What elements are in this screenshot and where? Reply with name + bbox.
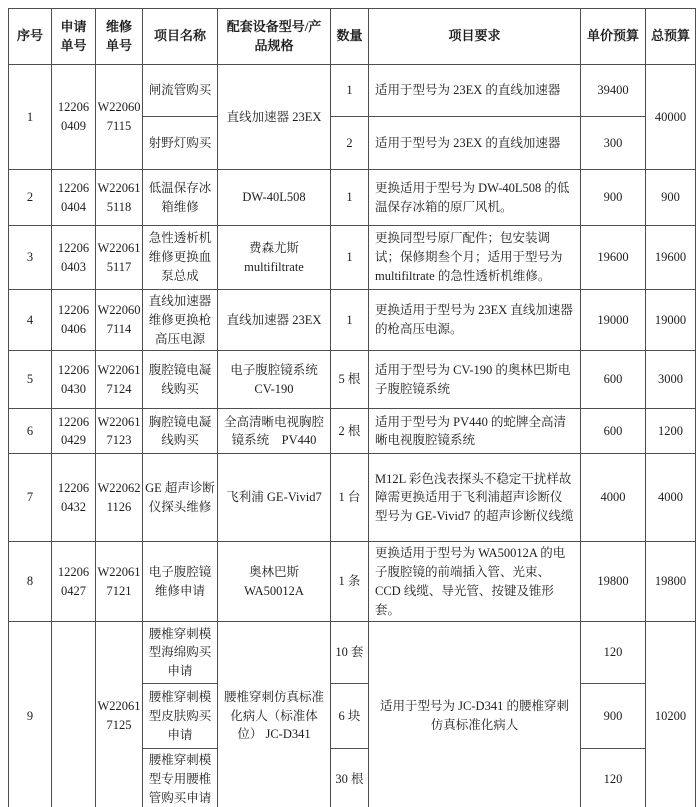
- cell-unit-price: 900: [581, 684, 646, 749]
- table-row: [9, 226, 696, 290]
- cell-total: 4000: [646, 454, 696, 542]
- cell-qty: 1: [331, 226, 369, 290]
- col-header-device-spec: 配套设备型号/产品规格: [218, 9, 331, 65]
- cell-qty: 10 套: [331, 622, 369, 684]
- cell-total: 3000: [646, 351, 696, 409]
- cell-qty: 1 台: [331, 454, 369, 542]
- cell-requirement: 适用于型号为 CV-190 的奥林巴斯电子腹腔镜系统: [369, 351, 581, 409]
- cell-device-spec: 奥林巴斯 WA50012A: [218, 542, 331, 622]
- cell-total: 19600: [646, 226, 696, 290]
- cell-total: 40000: [646, 65, 696, 170]
- col-header-total: 总预算: [646, 9, 696, 65]
- cell-seq: 4: [9, 290, 52, 351]
- cell-apply-no: 12206 0403: [52, 226, 96, 290]
- cell-item-name: 腰椎穿刺模型皮肤购买申请: [143, 684, 218, 749]
- cell-item-name: 射野灯购买: [143, 117, 218, 170]
- cell-requirement: 更换同型号原厂配件；包安装调试；保修期叁个月；适用于型号为 multifiltrate 的急性透析机维修。: [369, 226, 581, 290]
- table-row: [9, 622, 696, 684]
- cell-seq: 5: [9, 351, 52, 409]
- cell-device-spec: 飞利浦 GE-Vivid7: [218, 454, 331, 542]
- cell-unit-price: 19800: [581, 542, 646, 622]
- cell-apply-no: 12206 0409: [52, 65, 96, 170]
- cell-device-spec: DW-40L508: [218, 170, 331, 226]
- cell-apply-no: 12206 0432: [52, 454, 96, 542]
- cell-repair-no: W22061 7124: [96, 351, 143, 409]
- cell-total: 1200: [646, 409, 696, 454]
- cell-unit-price: 600: [581, 409, 646, 454]
- table-row: [9, 454, 696, 542]
- cell-item-name: 腹腔镜电凝线购买: [143, 351, 218, 409]
- cell-seq: 3: [9, 226, 52, 290]
- cell-device-spec: 腰椎穿刺仿真标准化病人（标准体位） JC-D341: [218, 622, 331, 807]
- cell-requirement: M12L 彩色浅表探头不稳定干扰样故障需更换适用于飞利浦超声诊断仪型号为 GE-Vivid7 的超声诊断仪线缆: [369, 454, 581, 542]
- cell-seq: 6: [9, 409, 52, 454]
- cell-repair-no: W22061 7125: [96, 622, 143, 807]
- cell-unit-price: 120: [581, 749, 646, 807]
- cell-seq: 1: [9, 65, 52, 170]
- table-row: [9, 290, 696, 351]
- cell-qty: 1 条: [331, 542, 369, 622]
- cell-unit-price: 300: [581, 117, 646, 170]
- cell-qty: 1: [331, 290, 369, 351]
- cell-item-name: 腰椎穿刺模型专用腰椎管购买申请: [143, 749, 218, 807]
- col-header-repair-no: 维修单号: [96, 9, 143, 65]
- table-row: [9, 351, 696, 409]
- procurement-table: [8, 8, 696, 807]
- cell-repair-no: W22061 5118: [96, 170, 143, 226]
- cell-item-name: 电子腹腔镜维修申请: [143, 542, 218, 622]
- cell-apply-no: 12206 0406: [52, 290, 96, 351]
- col-header-unit-price: 单价预算: [581, 9, 646, 65]
- cell-unit-price: 19600: [581, 226, 646, 290]
- table-row: [9, 170, 696, 226]
- cell-seq: 2: [9, 170, 52, 226]
- cell-repair-no: W22061 7121: [96, 542, 143, 622]
- cell-item-name: 腰椎穿刺模型海绵购买申请: [143, 622, 218, 684]
- cell-requirement: 更换适用于型号为 23EX 直线加速器的枪高压电源。: [369, 290, 581, 351]
- cell-repair-no: W22060 7115: [96, 65, 143, 170]
- cell-device-spec: 直线加速器 23EX: [218, 65, 331, 170]
- cell-unit-price: 4000: [581, 454, 646, 542]
- cell-device-spec: 全高清晰电视胸腔镜系统 PV440: [218, 409, 331, 454]
- cell-repair-no: W22062 1126: [96, 454, 143, 542]
- cell-requirement: 适用于型号为 PV440 的蛇牌全高清晰电视腹腔镜系统: [369, 409, 581, 454]
- table-row: [9, 542, 696, 622]
- cell-seq: 8: [9, 542, 52, 622]
- col-header-seq: 序号: [9, 9, 52, 65]
- cell-requirement: 适用于型号为 23EX 的直线加速器: [369, 65, 581, 117]
- cell-qty: 1: [331, 65, 369, 117]
- cell-qty: 2 根: [331, 409, 369, 454]
- cell-apply-no: 12206 0427: [52, 542, 96, 622]
- col-header-qty: 数量: [331, 9, 369, 65]
- cell-apply-no: [52, 622, 96, 807]
- cell-apply-no: 12206 0404: [52, 170, 96, 226]
- col-header-apply-no: 申请单号: [52, 9, 96, 65]
- cell-requirement: 更换适用于型号为 DW-40L508 的低温保存冰箱的原厂风机。: [369, 170, 581, 226]
- cell-qty: 1: [331, 170, 369, 226]
- cell-seq: 7: [9, 454, 52, 542]
- cell-item-name: 胸腔镜电凝线购买: [143, 409, 218, 454]
- cell-repair-no: W22061 5117: [96, 226, 143, 290]
- cell-seq: 9: [9, 622, 52, 807]
- cell-unit-price: 39400: [581, 65, 646, 117]
- col-header-requirement: 项目要求: [369, 9, 581, 65]
- cell-requirement: 更换适用于型号为 WA50012A 的电子腹腔镜的前端插入管、光束、CCD 线缆、导光管、按键及锥形套。: [369, 542, 581, 622]
- cell-repair-no: W22060 7114: [96, 290, 143, 351]
- cell-item-name: 急性透析机维修更换血泵总成: [143, 226, 218, 290]
- cell-qty: 30 根: [331, 749, 369, 807]
- cell-item-name: 低温保存冰箱维修: [143, 170, 218, 226]
- cell-unit-price: 19000: [581, 290, 646, 351]
- cell-device-spec: 直线加速器 23EX: [218, 290, 331, 351]
- cell-qty: 2: [331, 117, 369, 170]
- cell-unit-price: 120: [581, 622, 646, 684]
- cell-item-name: GE 超声诊断仪探头维修: [143, 454, 218, 542]
- table-row: [9, 409, 696, 454]
- cell-device-spec: 费森尤斯 multifiltrate: [218, 226, 331, 290]
- cell-qty: 5 根: [331, 351, 369, 409]
- cell-apply-no: 12206 0429: [52, 409, 96, 454]
- table-header-row: [9, 9, 696, 65]
- cell-qty: 6 块: [331, 684, 369, 749]
- cell-item-name: 闸流管购买: [143, 65, 218, 117]
- col-header-item-name: 项目名称: [143, 9, 218, 65]
- cell-total: 19000: [646, 290, 696, 351]
- cell-requirement: 适用于型号为 23EX 的直线加速器: [369, 117, 581, 170]
- cell-unit-price: 600: [581, 351, 646, 409]
- cell-unit-price: 900: [581, 170, 646, 226]
- cell-repair-no: W22061 7123: [96, 409, 143, 454]
- cell-total: 19800: [646, 542, 696, 622]
- cell-total: 900: [646, 170, 696, 226]
- cell-device-spec: 电子腹腔镜系统 CV-190: [218, 351, 331, 409]
- cell-item-name: 直线加速器维修更换枪高压电源: [143, 290, 218, 351]
- table-row: [9, 65, 696, 117]
- table-body: [9, 65, 696, 807]
- cell-total: 10200: [646, 622, 696, 807]
- cell-apply-no: 12206 0430: [52, 351, 96, 409]
- cell-requirement: 适用于型号为 JC-D341 的腰椎穿刺仿真标准化病人: [369, 622, 581, 807]
